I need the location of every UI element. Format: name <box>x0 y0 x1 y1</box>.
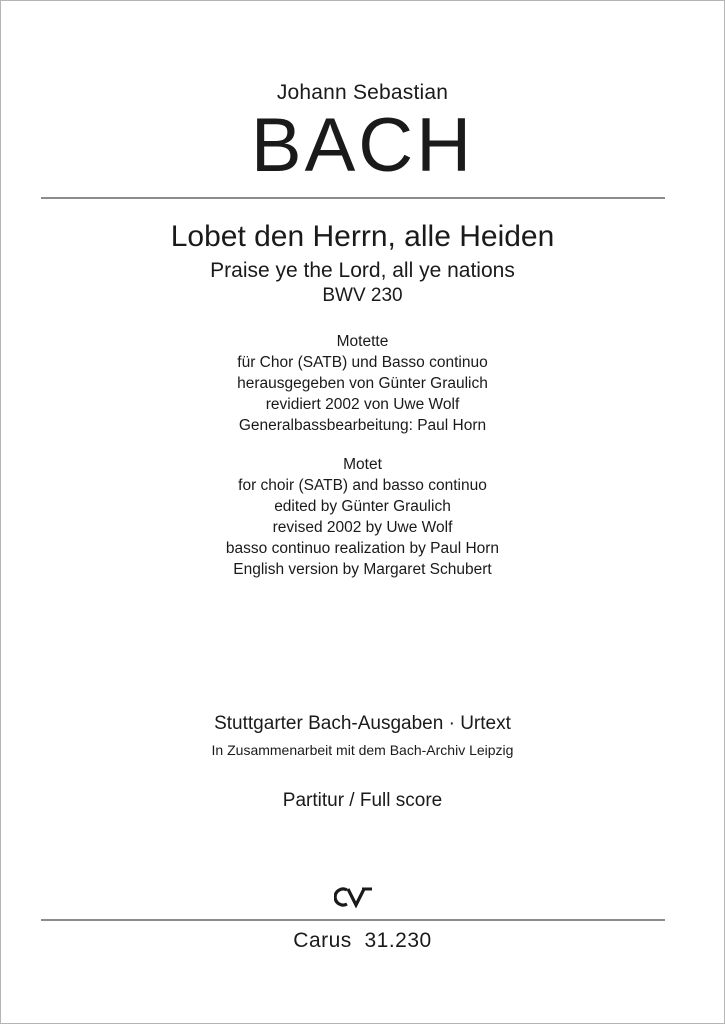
english-credit-line: basso continuo realization by Paul Horn <box>225 540 500 557</box>
english-credit-line: revised 2002 by Uwe Wolf <box>272 519 453 536</box>
english-credit-line: edited by Günter Graulich <box>274 498 451 515</box>
edition-type: Partitur / Full score <box>282 790 443 811</box>
composer-first-names: Johann Sebastian <box>276 81 449 104</box>
german-credits <box>1 331 724 436</box>
german-credit-line: für Chor (SATB) und Basso continuo <box>237 354 488 371</box>
bwv-number: BWV 230 <box>322 285 403 306</box>
series-collaboration: In Zusammenarbeit mit dem Bach-Archiv Leipzig <box>211 742 514 758</box>
german-credit-line: Generalbassbearbeitung: Paul Horn <box>238 417 487 434</box>
english-credits <box>1 454 724 580</box>
work-title: Lobet den Herrn, alle Heiden <box>170 220 555 253</box>
carus-logo-icon <box>334 886 374 908</box>
work-title-english: Praise ye the Lord, all ye nations <box>210 259 515 282</box>
german-credit-line: herausgegeben von Günter Graulich <box>237 375 488 392</box>
publisher-catalog-number: Carus 31.230 <box>293 929 432 952</box>
english-credit-line: English version by Margaret Schubert <box>233 561 492 578</box>
german-credit-line: revidiert 2002 von Uwe Wolf <box>265 396 460 413</box>
bottom-divider <box>41 919 665 921</box>
german-credit-line: Motette <box>336 333 389 350</box>
english-credit-line: for choir (SATB) and basso continuo <box>238 477 487 494</box>
english-credit-line: Motet <box>343 456 382 473</box>
composer-surname: BACH <box>250 103 475 188</box>
series-name: Stuttgarter Bach-Ausgaben · Urtext <box>214 713 511 734</box>
top-divider <box>41 197 665 199</box>
